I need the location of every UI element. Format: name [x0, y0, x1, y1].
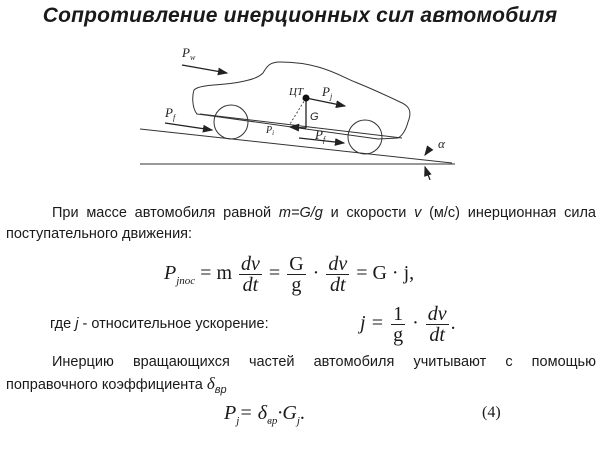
relative-acceleration-text: где j - относительное ускорение:: [50, 316, 269, 332]
inertia-force-arrow: [306, 98, 345, 106]
equation-inertia-force: $P_{jпос} = m$ $\frac{dv}{dt}$ = $\frac{G}{g}$ · $\frac{dv}{dt}$ = G · j,: [164, 253, 415, 296]
rolling-force-rear-arrow: [165, 123, 212, 130]
velocity-symbol: v: [414, 205, 422, 221]
center-of-gravity-point: [303, 95, 310, 102]
label-pf-rear: $P_f$: [165, 105, 176, 122]
label-pi: $P_i$: [266, 125, 275, 137]
slope-line: [140, 129, 452, 163]
fraction-dv-dt-2: $\frac{dv}{dt}$: [328, 253, 348, 296]
paragraph-translational-inertia: При массе автомобиля равной m=G/g и скорости v (м/с) инерционная сила поступательного движения:: [6, 205, 596, 242]
fraction-dv-dt: $\frac{dv}{dt}$: [241, 253, 260, 296]
mass-expression: m=G/g: [278, 205, 323, 221]
wind-force-arrow: [182, 65, 227, 73]
label-pf-front: $P_f$: [315, 127, 326, 144]
equation-total-inertia: $P_j= \delta_{вр}\cdot G_j$.: [224, 402, 305, 427]
label-alpha: α: [438, 136, 445, 151]
label-cg: ЦТ: [289, 86, 304, 98]
label-pw: $P_w$: [182, 45, 196, 62]
equation-number: (4): [482, 404, 501, 421]
page-title: Сопротивление инерционных сил автомобиля: [42, 4, 558, 27]
angle-arrow-top: [425, 148, 430, 155]
angle-arrow-bottom: [425, 167, 430, 180]
label-pj: $P_j$: [322, 84, 333, 101]
fraction-dv-dt-3: $\frac{dv}{dt}$: [427, 303, 447, 346]
grade-force-arrow: [290, 127, 306, 128]
rear-wheel: [214, 105, 248, 139]
fraction-G-g: $\frac{G}{g}$: [289, 253, 304, 296]
paragraph-rotating-parts: Инерцию вращающихся частей автомобиля учитывают с помощью поправочного коэффициента $\delta_{вр}$: [6, 354, 596, 396]
fraction-1-g: $\frac{1}{g}$: [393, 303, 404, 346]
car-forces-diagram: [130, 40, 460, 180]
equation-relative-acceleration: j = $\frac{1}{g}$ · $\frac{dv}{dt}$ .: [360, 303, 456, 346]
label-g: G: [310, 111, 319, 123]
